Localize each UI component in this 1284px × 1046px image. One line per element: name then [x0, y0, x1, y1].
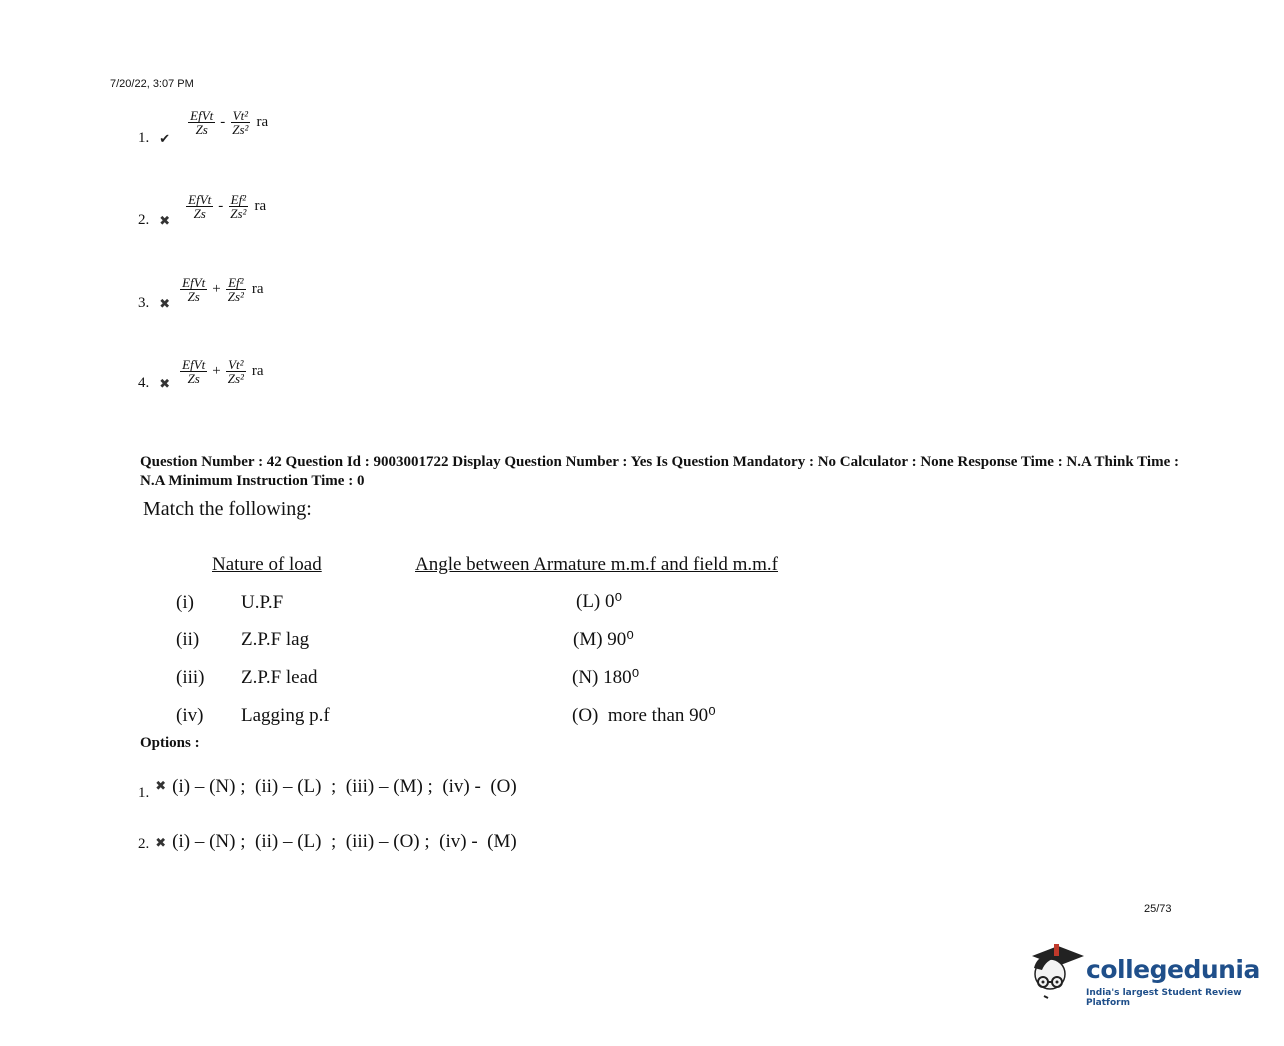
operator: - [218, 198, 224, 215]
operator: - [220, 114, 226, 131]
row-angle-o: (O) more than 90⁰ [572, 705, 716, 726]
operator: + [212, 281, 221, 298]
term2-denominator: Zs² [232, 122, 249, 138]
row-roman-i: (i) [176, 592, 194, 613]
row-load-iii: Z.P.F lead [241, 667, 318, 688]
term1-denominator: Zs [193, 206, 206, 222]
formula [180, 276, 263, 304]
option-number: 4. [138, 375, 150, 391]
term1-denominator: Zs [195, 122, 208, 138]
term2-denominator: Zs² [227, 289, 244, 305]
print-timestamp: 7/20/22, 3:07 PM [110, 78, 194, 90]
term2-numerator: Vt² [232, 107, 249, 123]
option-number: 3. [138, 295, 150, 311]
column-header-angle: Angle between Armature m.m.f and field m.m.f [415, 554, 779, 575]
row-angle-m: (M) 90⁰ [573, 629, 634, 650]
option-text: (i) – (N) ; (ii) – (L) ; (iii) – (O) ; (iv) - (M) [172, 831, 517, 852]
cross-icon: ✖ [159, 213, 171, 228]
formula [188, 109, 268, 137]
option-number: 1. [138, 785, 150, 801]
term2-numerator: Ef² [228, 274, 244, 290]
row-roman-iii: (iii) [176, 667, 205, 688]
row-roman-ii: (ii) [176, 629, 200, 650]
term1-numerator: EfVt [182, 356, 206, 372]
logo-wordmark: collegedunia [1086, 955, 1260, 984]
ra-symbol: ra [254, 198, 267, 215]
row-roman-iv: (iv) [176, 705, 204, 726]
question-instruction: Match the following: [143, 498, 312, 520]
question-metadata: Question Number : 42 Question Id : 9003001722 Display Question Number : Yes Is Question Mandatory : No Calculator : None Response Time : N.A Think Time : N.A Minimum Instruction Time : 0 [140, 454, 1179, 489]
row-load-i: U.P.F [241, 592, 284, 613]
term2-denominator: Zs² [230, 206, 247, 222]
prev-option-3 [138, 265, 264, 312]
term1-numerator: EfVt [182, 274, 206, 290]
ra-symbol: ra [251, 281, 264, 298]
formula [180, 358, 263, 386]
term1-denominator: Zs [187, 371, 200, 387]
options-label: Options : [140, 735, 200, 751]
term2-numerator: Vt² [228, 356, 244, 372]
row-angle-l: (L) 0⁰ [576, 591, 623, 612]
term2-numerator: Ef² [230, 191, 247, 207]
cross-icon: ✖ [155, 835, 167, 850]
column-header-nature-of-load: Nature of load [212, 554, 322, 575]
check-icon: ✔ [159, 131, 171, 146]
cross-icon: ✖ [155, 778, 167, 793]
ra-symbol: ra [251, 363, 264, 380]
ra-symbol: ra [256, 114, 269, 131]
prev-option-2 [138, 182, 266, 229]
prev-option-4 [138, 345, 264, 392]
term1-numerator: EfVt [188, 191, 212, 207]
option-number: 1. [138, 130, 150, 146]
cross-icon: ✖ [159, 376, 171, 391]
term2-denominator: Zs² [227, 371, 244, 387]
row-load-ii: Z.P.F lag [241, 629, 310, 650]
formula [186, 193, 266, 221]
option-number: 2. [138, 212, 150, 228]
answer-option-1 [138, 765, 517, 802]
answer-option-2 [138, 826, 517, 853]
prev-option-1 [138, 100, 268, 147]
term1-numerator: EfVt [190, 107, 214, 123]
operator: + [212, 363, 221, 380]
logo-tagline: India's largest Student Review Platform [1086, 988, 1242, 1008]
row-angle-n: (N) 180⁰ [572, 667, 640, 688]
collegedunia-logo-icon [1024, 940, 1084, 1000]
option-text: (i) – (N) ; (ii) – (L) ; (iii) – (M) ; (iv) - (O) [172, 776, 517, 797]
row-load-iv: Lagging p.f [241, 705, 330, 726]
page-number: 25/73 [1144, 903, 1172, 915]
cross-icon: ✖ [159, 296, 171, 311]
option-number: 2. [138, 836, 150, 852]
term1-denominator: Zs [187, 289, 200, 305]
